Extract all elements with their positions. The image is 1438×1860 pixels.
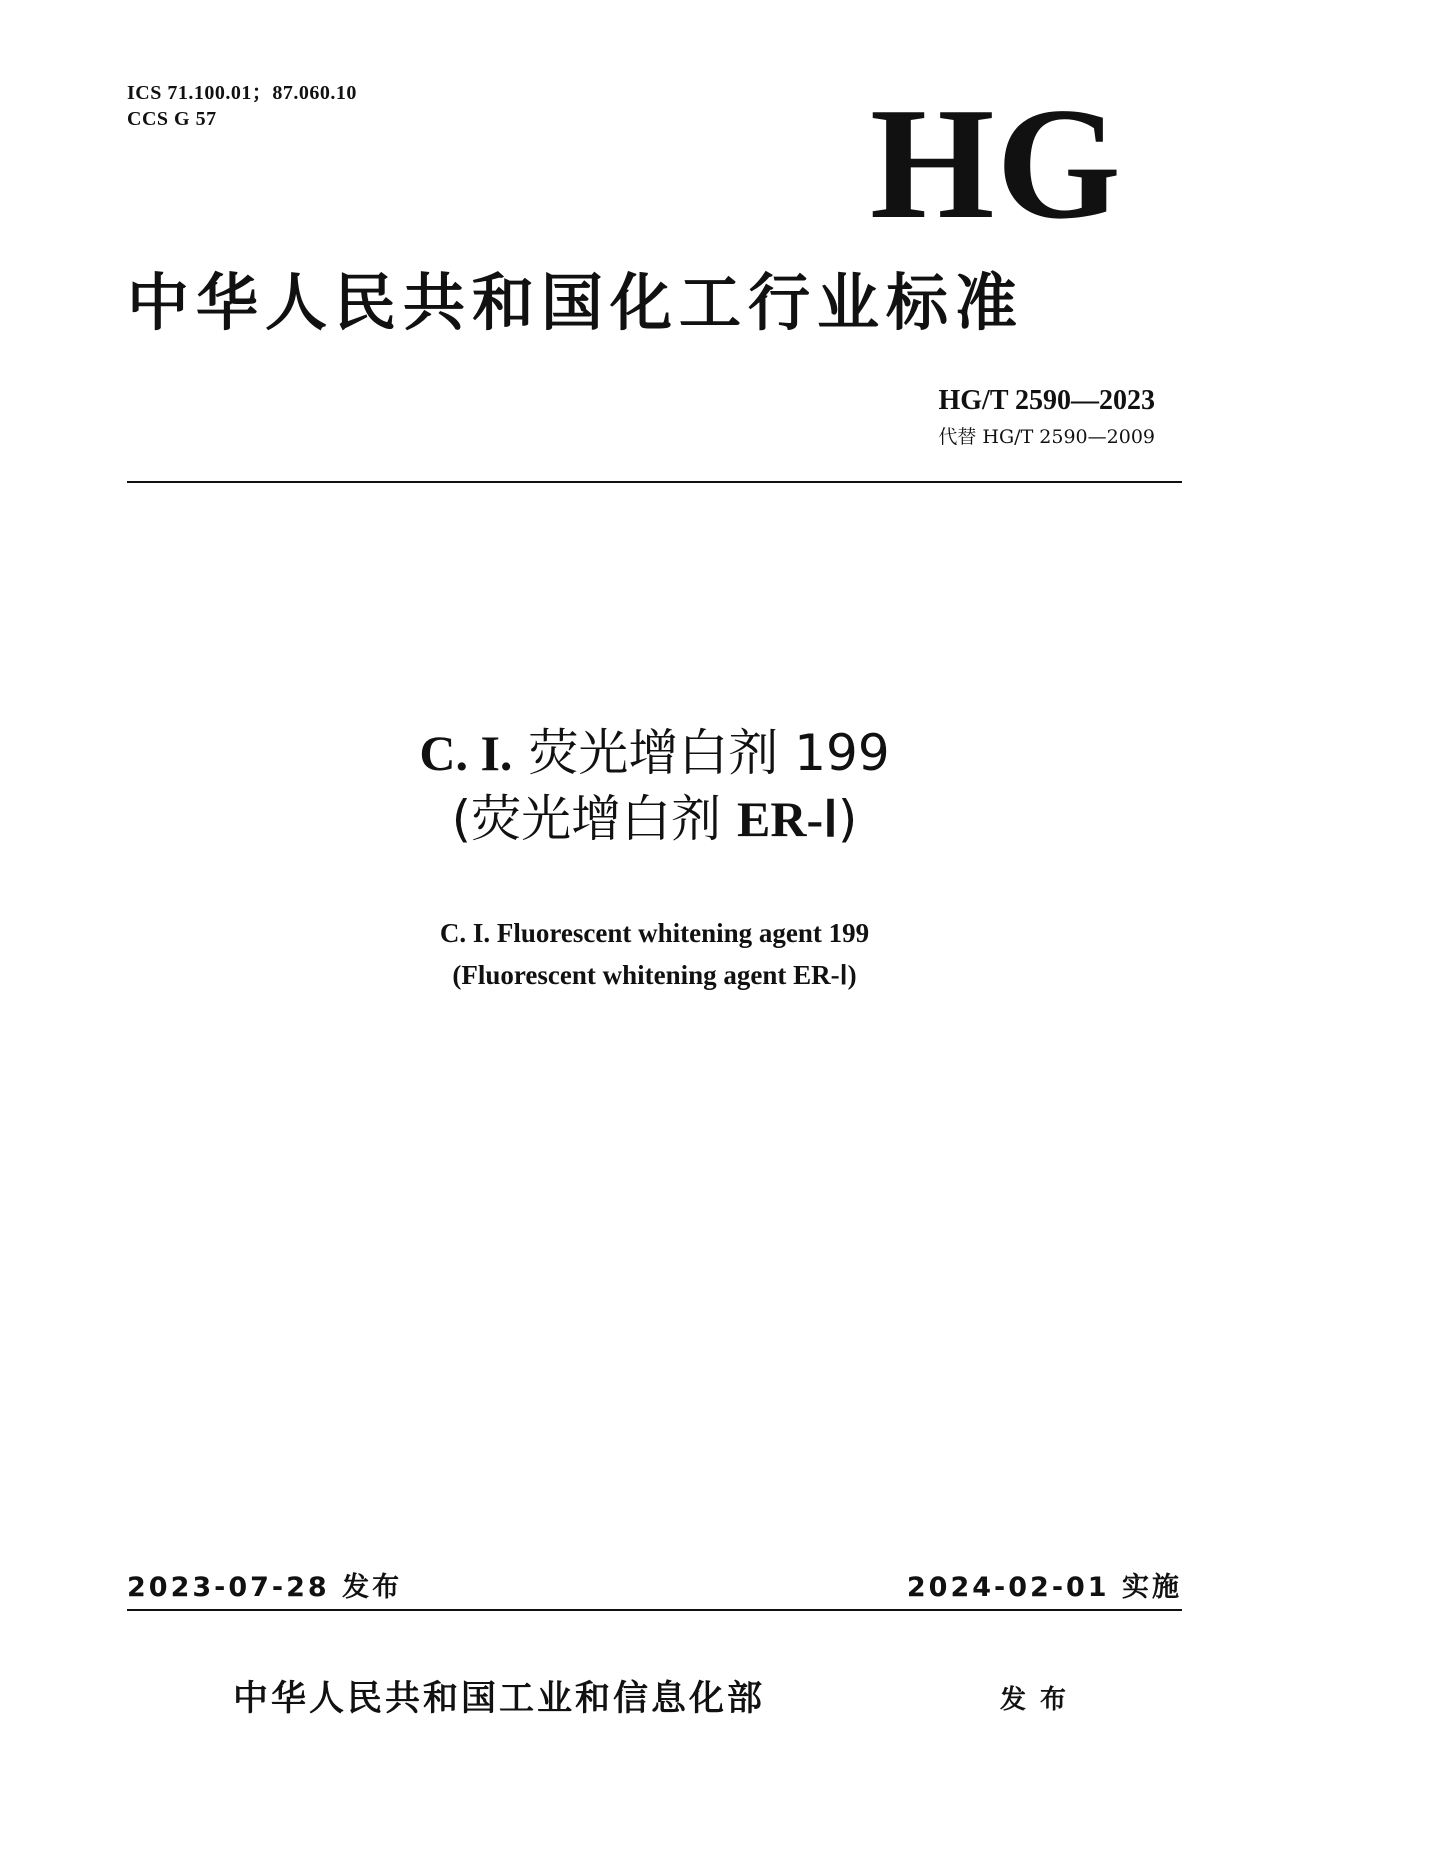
issue-date: 2023-07-28 发布 xyxy=(127,1572,403,1603)
ics-ccs-block xyxy=(127,80,357,132)
effective-date: 2024-02-01 实施 xyxy=(906,1572,1182,1603)
main-title-er: ER-Ⅰ xyxy=(737,791,838,847)
english-title-line-1: C. I. Fluorescent whitening agent 199 xyxy=(439,918,870,948)
english-title-line-2: (Fluorescent whitening agent ER-Ⅰ) xyxy=(452,960,857,990)
main-title-line-1 xyxy=(127,720,1182,786)
standard-code: HG/T 2590—2023 xyxy=(938,385,1155,416)
standard-title: 中华人民共和国化工行业标准 xyxy=(127,266,1025,339)
ics-code: ICS 71.100.01；87.060.10 xyxy=(127,82,357,104)
main-title-cn-1: 荧光增白剂 199 xyxy=(528,724,890,782)
english-title xyxy=(127,912,1182,996)
publisher-name: 中华人民共和国工业和信息化部 xyxy=(233,1679,766,1719)
main-title-close-paren: ) xyxy=(837,790,858,848)
bottom-divider xyxy=(127,1609,1182,1611)
publish-label: 发布 xyxy=(1000,1685,1081,1715)
replaced-standard: 代替 HG/T 2590—2009 xyxy=(938,426,1155,448)
main-title xyxy=(127,720,1182,852)
hg-logo: HG xyxy=(870,74,1123,252)
main-title-cn-2: (荧光增白剂 xyxy=(451,790,722,848)
main-title-line-2 xyxy=(127,786,1182,852)
top-divider xyxy=(127,481,1182,483)
ccs-code: CCS G 57 xyxy=(127,108,217,130)
main-title-ci: C. I. xyxy=(419,725,513,781)
